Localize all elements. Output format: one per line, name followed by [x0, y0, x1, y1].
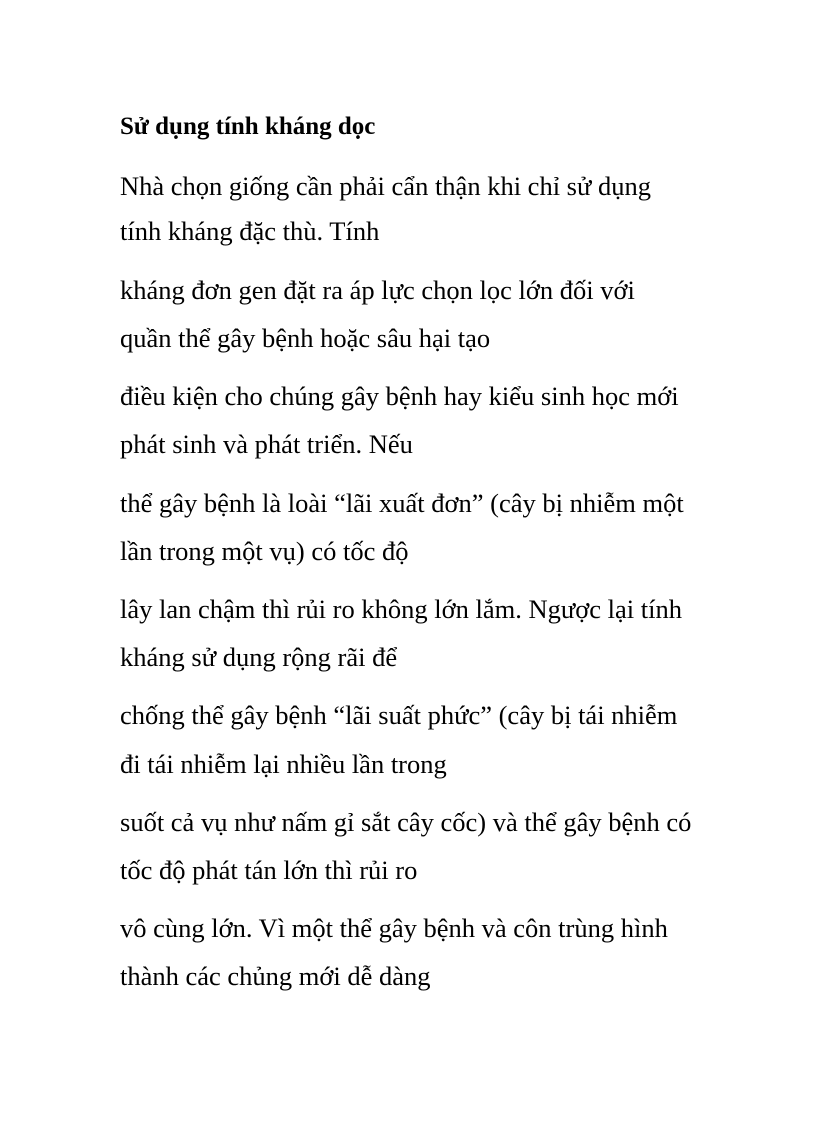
text-line: tính kháng đặc thù. Tính — [120, 216, 380, 246]
text-line: lần trong một vụ) có tốc độ — [120, 536, 409, 566]
text-line: đi tái nhiễm lại nhiều lần trong — [120, 749, 447, 779]
text-line: phát sinh và phát triển. Nếu — [120, 429, 413, 459]
text-line: kháng sử dụng rộng rãi để — [120, 642, 398, 672]
text-line: kháng đơn gen đặt ra áp lực chọn lọc lớn đối với — [120, 275, 635, 305]
text-line: thành các chủng mới dễ dàng — [120, 961, 431, 991]
section-heading: Sử dụng tính kháng dọc — [120, 113, 376, 140]
text-line: suốt cả vụ như nấm gỉ sắt cây cốc) và thể gây bệnh có — [120, 807, 692, 837]
text-line: thể gây bệnh là loài “lãi xuất đơn” (cây bị nhiễm một — [120, 488, 684, 518]
text-line: Nhà chọn giống cần phải cẩn thận khi chỉ sử dụng — [120, 171, 651, 201]
text-line: vô cùng lớn. Vì một thể gây bệnh và côn trùng hình — [120, 913, 668, 943]
text-line: điều kiện cho chúng gây bệnh hay kiểu sinh học mới — [120, 381, 679, 411]
text-line: quần thể gây bệnh hoặc sâu hại tạo — [120, 323, 491, 353]
text-line: tốc độ phát tán lớn thì rủi ro — [120, 855, 418, 885]
text-line: lây lan chậm thì rủi ro không lớn lắm. Ngược lại tính — [120, 594, 682, 624]
text-line: chống thể gây bệnh “lãi suất phức” (cây bị tái nhiễm — [120, 700, 678, 730]
